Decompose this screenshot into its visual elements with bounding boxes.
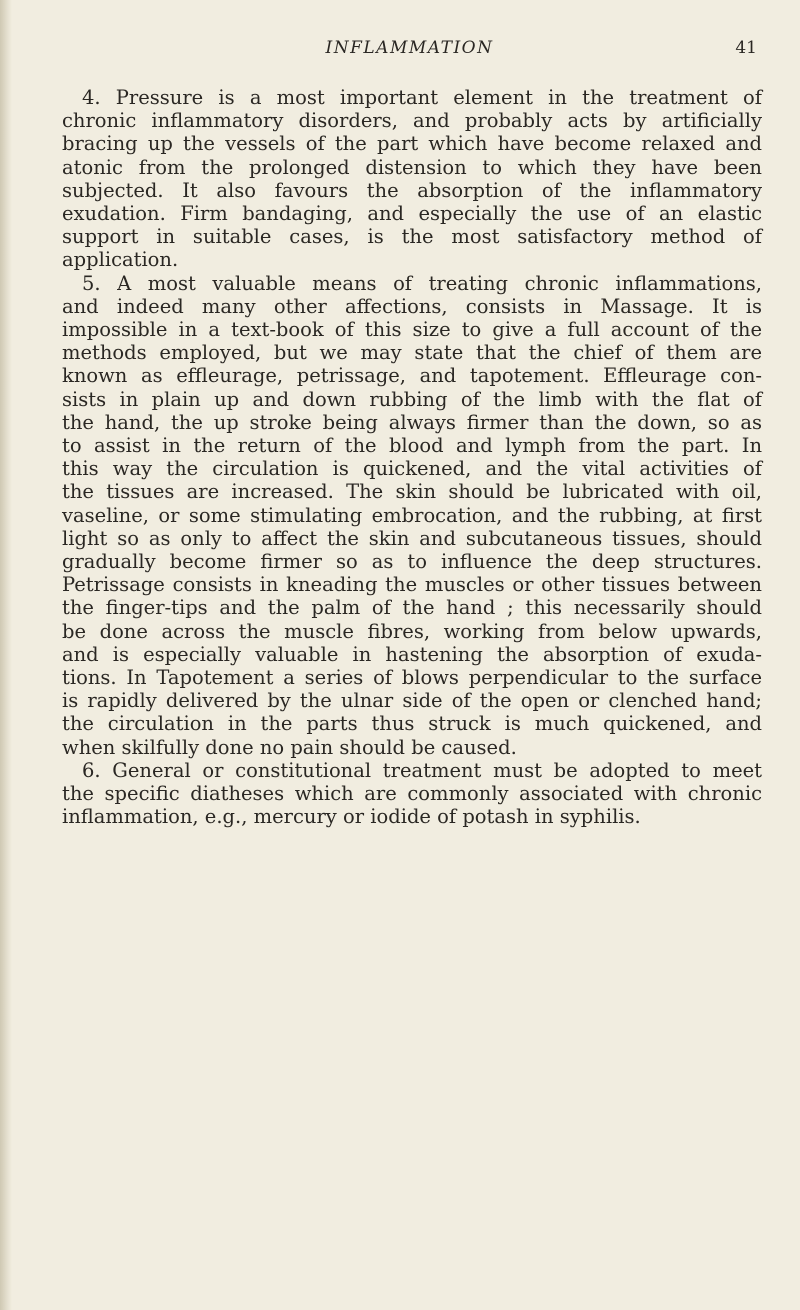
page-number: 41 — [735, 38, 757, 58]
text-line: bracing up the vessels of the part which have become relaxed and — [62, 132, 762, 156]
text-line: 4. Pressure is a most important element in the treatment of — [82, 86, 762, 109]
text-line: sists in plain up and down rubbing of the limb with the flat of — [62, 387, 762, 411]
text-line: light so as only to affect the skin and subcutaneous tissues, should — [62, 526, 762, 550]
paragraph-massage — [62, 272, 762, 759]
text-line: the tissues are increased. The skin should be lubricated with oil, — [62, 480, 762, 504]
text-line: 6. General or constitutional treatment must be adopted to meet — [82, 758, 762, 782]
text-line: to assist in the return of the blood and lymph from the part. In — [62, 434, 762, 458]
text-line: when skilfully done no pain should be caused. — [62, 735, 517, 759]
text-line: subjected. It also favours the absorption of the inflammatory — [62, 178, 762, 202]
text-line: gradually become firmer so as to influence the deep structures. — [62, 550, 762, 574]
text-line: and is especially valuable in hastening the absorption of exuda- — [62, 642, 762, 666]
page-binding-edge — [0, 0, 12, 1310]
text-line: support in suitable cases, is the most satisfactory method of — [62, 225, 762, 249]
text-line: inflammation, e.g., mercury or iodide of potash in syphilis. — [62, 805, 641, 829]
text-line: be done across the muscle fibres, working from below upwards, — [62, 619, 762, 643]
paragraph-pressure — [62, 86, 762, 272]
running-head: INFLAMMATION — [325, 38, 494, 58]
text-line: atonic from the prolonged distension to which they have been — [62, 155, 762, 179]
text-line: 5. A most valuable means of treating chronic inflammations, — [82, 271, 762, 295]
text-line: this way the circulation is quickened, and the vital activities of — [62, 457, 762, 481]
text-line: known as effleurage, petrissage, and tapotement. Effleurage con- — [62, 364, 762, 388]
text-line: the finger-tips and the palm of the hand ; this necessarily should — [62, 596, 762, 620]
text-line: chronic inflammatory disorders, and probably acts by artificially — [62, 109, 762, 133]
text-line: vaseline, or some stimulating embrocation, and the rubbing, at first — [62, 503, 762, 527]
text-line: Petrissage consists in kneading the muscles or other tissues between — [62, 573, 762, 597]
page-body — [62, 86, 762, 829]
text-line: and indeed many other affections, consists in Massage. It is — [62, 294, 762, 318]
text-line: application. — [62, 248, 179, 272]
text-line: tions. In Tapotement a series of blows perpendicular to the surface — [62, 666, 762, 690]
text-line: exudation. Firm bandaging, and especially the use of an elastic — [62, 202, 762, 226]
paragraph-general-treatment — [62, 759, 762, 829]
text-line: methods employed, but we may state that the chief of them are — [62, 341, 762, 365]
text-line: the circulation in the parts thus struck is much quickened, and — [62, 712, 762, 736]
text-line: is rapidly delivered by the ulnar side of the open or clenched hand; — [62, 689, 762, 713]
text-line: the hand, the up stroke being always firmer than the down, so as — [62, 410, 762, 434]
text-line: the specific diatheses which are commonly associated with chronic — [62, 782, 762, 806]
page-header — [62, 38, 757, 62]
text-line: impossible in a text-book of this size to give a full account of the — [62, 318, 762, 342]
